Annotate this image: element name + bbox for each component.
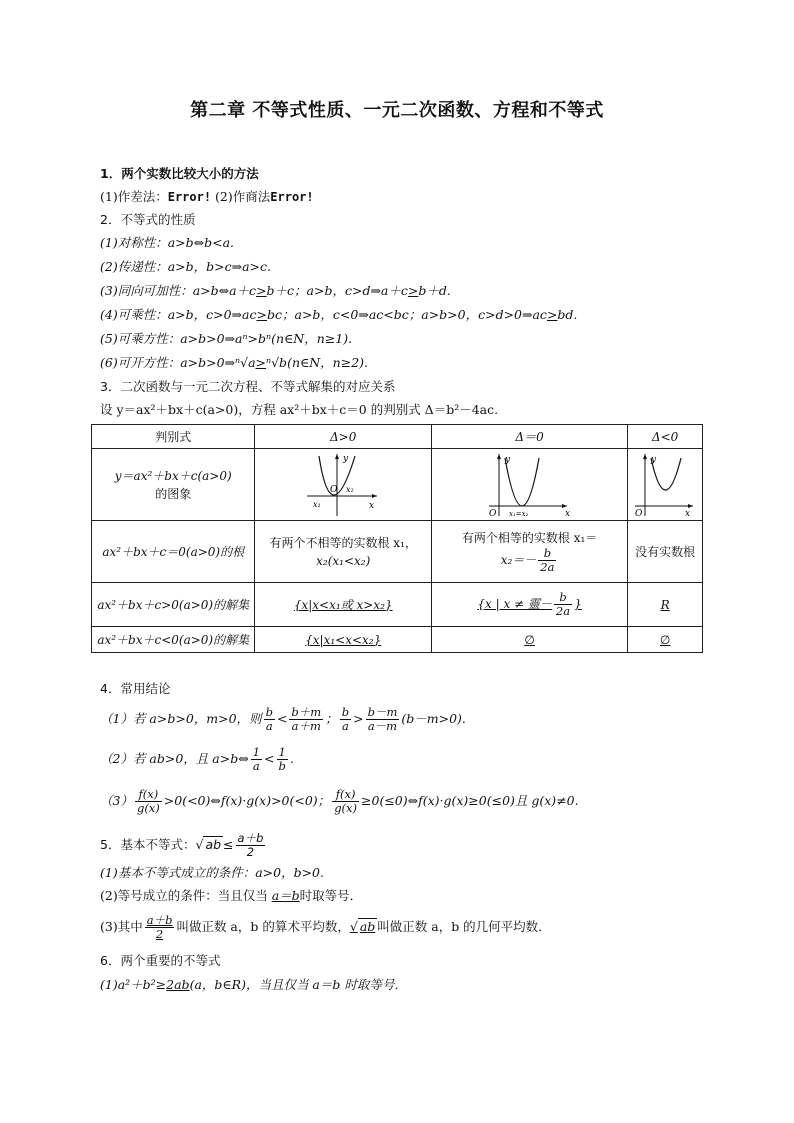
sqrt-radicand: ab [359,919,376,934]
denominator: 2 [155,927,164,941]
text-segment: < [276,711,288,726]
numerator: a＋b [146,913,173,927]
denominator: 2a [555,604,571,618]
axis-y-label: y [651,454,657,465]
text-segment: （2）若 ab>0，且 a>b⇔ [100,751,249,766]
axis-y-label: y [504,454,510,465]
underlined-answer: > [407,283,419,298]
text-segment: ≤ [223,837,234,852]
origin-label: O [330,484,338,495]
text-segment: ≥0(≤0)⇔f(x)·g(x)≥0(≤0)且 g(x)≠0. [361,793,579,808]
table-row-greater-solution [92,583,703,627]
numerator: b [554,591,572,605]
header-discriminant: 判别式 [92,425,255,449]
root-x2-label: x₂ [346,484,354,494]
solution-less-two-roots: {x|x₁<x<x₂} [255,627,432,653]
text-segment: （3） [100,793,133,808]
denominator: b [278,759,286,773]
fraction [145,914,175,941]
text-segment: (3)同向可加性：a>b⇔a＋c [100,283,257,298]
text-segment: (b－m>0). [401,711,466,726]
axis-y-label: y [343,453,349,464]
origin-label: O [635,508,643,518]
fraction [236,832,266,859]
nth-root: ⁿ√a [235,355,256,370]
fraction [366,706,400,733]
section-4-heading: 4．常用结论 [100,681,171,696]
discriminant-setup: 设 y＝ax²＋bx＋c(a>0)，方程 ax²＋bx＋c＝0 的判别式 Δ＝b²－4ac. [100,402,499,417]
denominator: a [252,759,260,773]
label-line: y＝ax²＋bx＋c(a>0) [114,468,232,483]
numerator: b [265,705,273,719]
denominator: g(x) [136,801,160,815]
text-segment: >0(<0)⇔f(x)·g(x)>0(<0)； [163,793,331,808]
text-segment: (1)a²＋b²≥ [100,977,167,992]
text-segment: (3)其中 [100,919,143,934]
solution-greater-double-root [431,583,627,627]
row-label-greater-solution: ax²＋bx＋c>0(a>0)的解集 [92,583,255,627]
numerator: 1 [277,746,288,760]
property-transitivity: (2)传递性：a>b，b>c⇒a>c. [100,259,271,274]
conclusion-1 [100,704,466,734]
parabola-two-roots-graph [303,452,383,518]
fraction [332,788,359,815]
numerator: f(x) [135,788,162,802]
fraction [277,746,288,773]
text-segment: bc；a>b，c<0⇒ac<bc；a>b>0，c>d>0⇒ac [266,307,547,322]
underlined-answer: 2ab [166,977,190,992]
underlined-answer: > [256,307,267,322]
roots-double [431,521,627,583]
fraction [289,706,323,733]
text-segment: 叫做正数 a，b 的几何平均数． [377,919,551,934]
property-root [100,354,368,372]
header-delta-positive: Δ>0 [255,425,432,449]
text-segment: bd. [557,307,578,322]
numerator: f(x) [332,788,359,802]
fraction [251,746,262,773]
text-segment: 5．基本不等式： [100,837,196,852]
quotient-method-label: (2)作商法 [211,189,271,204]
denominator: 2a [540,560,555,574]
axis-x-label: x [685,508,691,518]
section-5-heading: 5．基本不等式：√ ab ≤ $\frac{a+b}{2}$ [100,831,264,859]
underlined-answer [477,590,582,618]
text-segment: b＋c；a>b，c>d⇒a＋c [266,283,408,298]
section-2-heading: 2．不等式的性质 [100,212,196,227]
property-power: (5)可乘方性：a>b>0⇒aⁿ>bⁿ(n∈N，n≥1). [100,331,353,346]
section-6-heading: 6．两个重要的不等式 [100,953,221,968]
error-placeholder: Error! [270,190,314,204]
text-segment: {x | x ≠ 靈－ [477,597,552,611]
property-multiplicativity [100,306,577,324]
graph-no-root [628,449,703,521]
conclusion-3 [100,786,579,816]
solution-greater-two-roots: {x|x<x₁或 x>x₂} [255,583,432,627]
table-header-row [92,425,703,449]
text-segment: (2)等号成立的条件：当且仅当 [100,888,272,903]
property-additivity [100,282,451,300]
section-3-heading: 3．二次函数与一元二次方程、不等式解集的对应关系 [100,379,396,394]
row-label-less-solution: ax²＋bx＋c<0(a>0)的解集 [92,627,255,653]
row-label-graph [92,449,255,521]
text-segment: (n∈N，n≥2). [287,355,369,370]
text-segment: ； [325,711,338,726]
header-delta-zero: Δ＝0 [431,425,627,449]
table-row-graph [92,449,703,521]
double-root-label: x₁=x₂ [508,509,528,518]
label-line: 的图象 [155,486,192,501]
underlined-answer: > [255,355,267,370]
roots-none: 没有实数根 [628,521,703,583]
text-segment: > [353,711,364,726]
text-segment: (4)可乘性：a>b，c>0⇒ac [100,307,257,322]
root-x1-label: x₁ [313,499,321,509]
denominator: a [341,719,349,733]
nth-root: ⁿ√b [266,355,288,370]
fraction [135,788,162,815]
cell-line: 有两个不相等的实数根 x₁， [269,535,417,550]
text-segment: （1）若 a>b>0，m>0，则 [100,711,262,726]
numerator: b [341,705,350,719]
section-1-heading: 1．两个实数比较大小的方法 [100,166,259,181]
important-inequality-1 [100,976,407,994]
text-segment: (6)可开方性：a>b>0⇒ [100,355,236,370]
underlined-answer: > [256,283,267,298]
difference-method-label: (1)作差法： [100,189,168,204]
numerator: a＋b [237,831,264,845]
cell-line [436,547,623,574]
text-segment: < [264,751,275,766]
numerator: b [538,547,556,561]
solution-less-no-root: ∅ [628,627,703,653]
denominator: a＋m [291,719,321,733]
header-delta-negative: Δ<0 [628,425,703,449]
fraction [340,706,351,733]
numerator: b＋m [291,705,322,719]
page-title: 第二章 不等式性质、一元二次函数、方程和不等式 [190,100,604,121]
conclusion-2 [100,744,294,774]
table-row-roots [92,521,703,583]
denominator: 2 [246,845,255,859]
graph-two-roots [255,449,432,521]
numerator: 1 [252,745,261,759]
parabola-one-root-graph [485,452,575,518]
solution-less-double-root: ∅ [431,627,627,653]
mean-definitions: (3)其中 $\frac{a+b}{2}$ 叫做正数 a，b 的算术平均数，√ ab 叫做正数 a，b 的几何平均数． [100,913,551,941]
fraction [264,706,275,733]
text-segment: b＋d. [418,283,451,298]
text-segment: 叫做正数 a，b 的算术平均数， [176,919,350,934]
fraction [554,591,572,618]
text-segment: . [289,751,294,766]
table-row-less-solution [92,627,703,653]
equality-condition [100,887,362,905]
text-segment: x₂＝－ [500,553,537,567]
basic-inequality-condition: (1)基本不等式成立的条件：a>0，b>0. [100,865,324,880]
text-segment: } [574,597,582,611]
graph-one-root [431,449,627,521]
parabola-no-root-graph [633,452,697,518]
compare-methods-line [100,188,314,206]
axis-x-label: x [369,500,375,511]
quadratic-relations-table [91,424,703,653]
roots-two-distinct [255,521,432,583]
underlined-answer: > [546,307,558,322]
denominator: g(x) [334,801,358,815]
denominator: a－m [367,719,398,733]
sqrt-radicand: ab [205,837,222,852]
cell-line: 有两个相等的实数根 x₁＝ [461,531,598,545]
axis-x-label: x [564,508,570,518]
fraction [538,547,556,574]
error-placeholder: Error! [167,190,212,204]
solution-greater-no-root: R [628,583,703,627]
text-segment: 时取等号． [299,888,363,903]
origin-label: O [488,508,496,518]
text-segment: (a，b∈R)，当且仅当 a＝b 时取等号． [189,977,407,992]
property-symmetry: (1)对称性：a>b⇔b<a. [100,235,235,250]
cell-line: x₂(x₁<x₂) [316,553,371,568]
numerator: b－m [367,705,398,719]
row-label-roots: ax²＋bx＋c＝0(a>0)的根 [92,521,255,583]
underlined-answer: a＝b [271,888,300,903]
denominator: a [265,719,273,733]
